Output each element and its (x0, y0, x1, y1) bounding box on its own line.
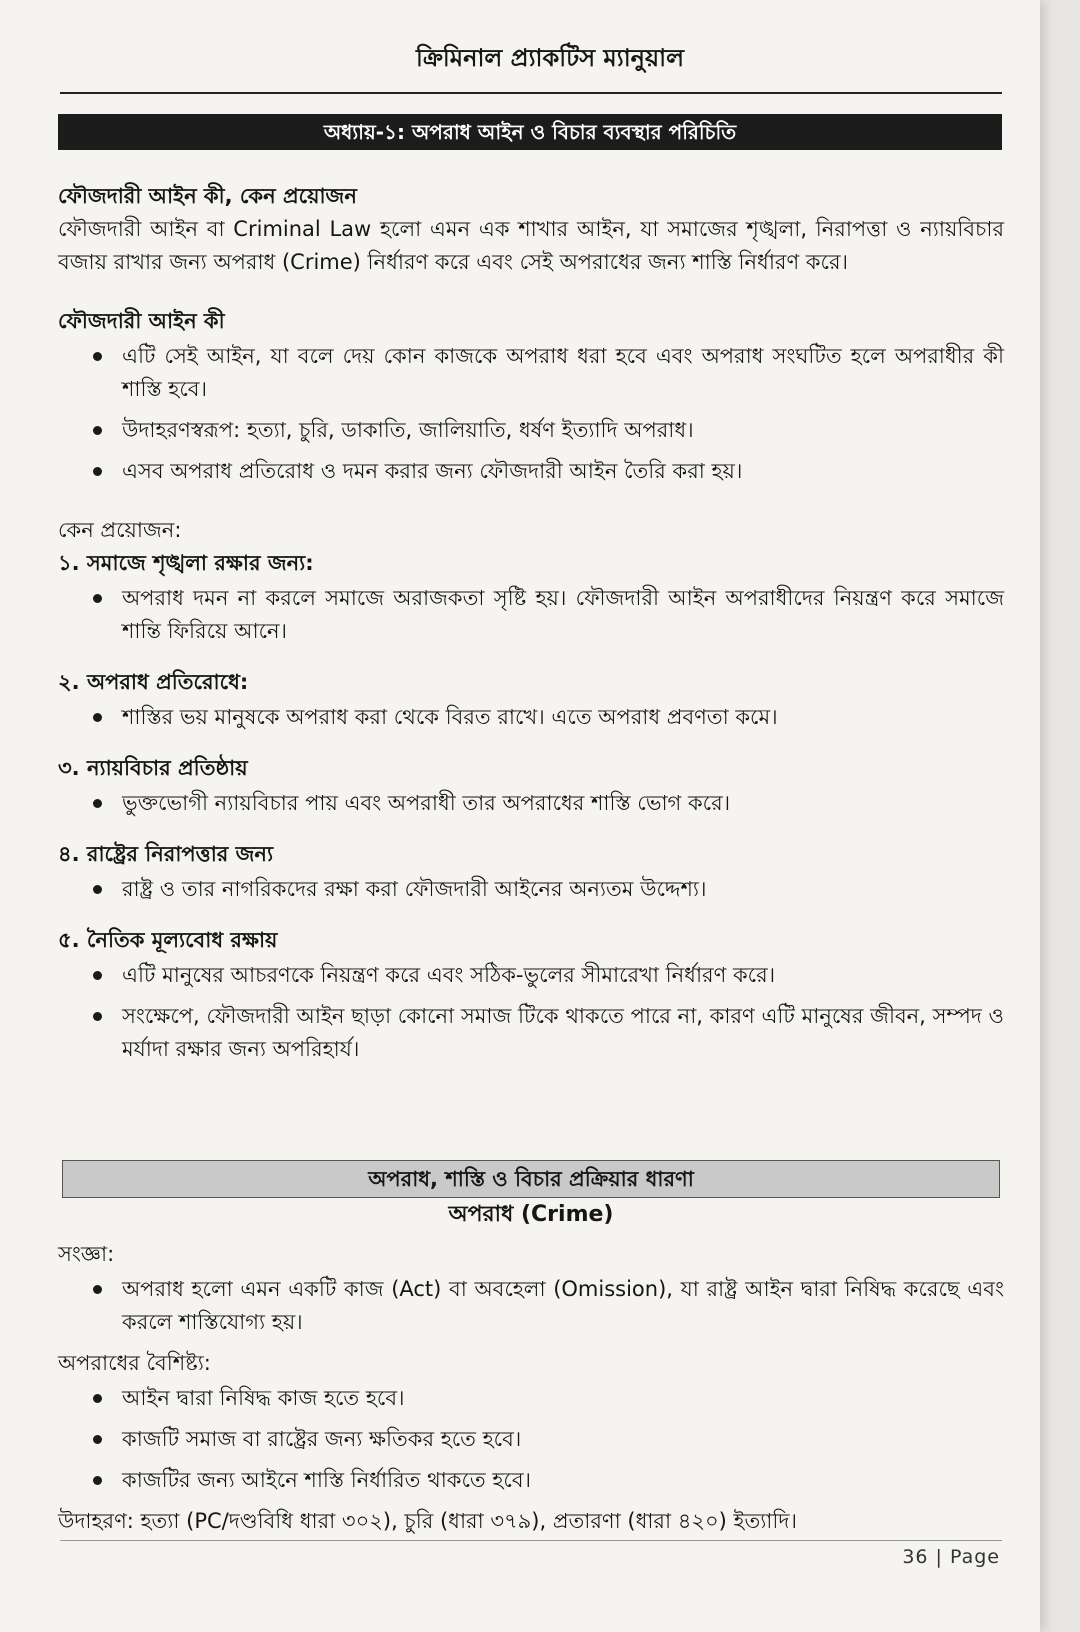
list-item: এসব অপরাধ প্রতিরোধ ও দমন করার জন্য ফৌজদারী আইন তৈরি করা হয়। (122, 455, 1004, 488)
intro-heading: ফৌজদারী আইন কী, কেন প্রয়োজন (58, 184, 357, 208)
why-heading: কেন প্রয়োজন: (58, 518, 182, 542)
why-item-heading: ১. সমাজে শৃঙ্খলা রক্ষার জন্য: (58, 551, 314, 575)
why-item-bullets (58, 959, 1004, 1066)
list-item: শাস্তির ভয় মানুষকে অপরাধ করা থেকে বিরত রাখে। এতে অপরাধ প্রবণতা কমে। (122, 701, 1004, 734)
list-item: সংক্ষেপে, ফৌজদারী আইন ছাড়া কোনো সমাজ টিকে থাকতে পারে না, কারণ এটি মানুষের জীবন, সম্পদ ও মর্যাদা রক্ষার জন্য অপরিহার্য। (122, 1000, 1004, 1066)
why-item-heading: ৩. ন্যায়বিচার প্রতিষ্ঠায় (58, 756, 248, 780)
list-item: অপরাধ হলো এমন একটি কাজ (Act) বা অবহেলা (Omission), যা রাষ্ট্র আইন দ্বারা নিষিদ্ধ করেছে এবং করলে শাস্তিযোগ্য হয়। (122, 1273, 1004, 1339)
why-item-bullets (58, 787, 1004, 820)
definition-bullets (58, 1273, 1004, 1339)
book-title: ক্রিমিনাল প্র্যাকটিস ম্যানুয়াল (416, 44, 684, 72)
example-line: উদাহরণ: হত্যা (PC/দণ্ডবিধি ধারা ৩০২), চুরি (ধারা ৩৭৯), প্রতারণা (ধারা ৪২০) ইত্যাদি। (58, 1509, 797, 1533)
features-heading: অপরাধের বৈশিষ্ট্য: (58, 1351, 211, 1375)
crime-content (58, 1238, 1004, 1538)
why-item-bullets (58, 582, 1004, 648)
list-item: উদাহরণস্বরূপ: হত্যা, চুরি, ডাকাতি, জালিয়াতি, ধর্ষণ ইত্যাদি অপরাধ। (122, 414, 1004, 447)
chapter-title-bar: অধ্যায়-১: অপরাধ আইন ও বিচার ব্যবস্থার পরিচিতি (58, 114, 1002, 150)
what-heading: ফৌজদারী আইন কী (58, 309, 225, 333)
why-item-heading: ৪. রাষ্ট্রের নিরাপত্তার জন্য (58, 842, 274, 866)
features-bullets (58, 1382, 1004, 1497)
list-item: এটি মানুষের আচরণকে নিয়ন্ত্রণ করে এবং সঠিক-ভুলের সীমারেখা নির্ধারণ করে। (122, 959, 1004, 992)
list-item: কাজটির জন্য আইনে শাস্তি নির্ধারিত থাকতে হবে। (122, 1464, 1004, 1497)
list-item: কাজটি সমাজ বা রাষ্ট্রের জন্য ক্ষতিকর হতে হবে। (122, 1423, 1004, 1456)
why-item-bullets (58, 873, 1004, 906)
section-title-bar: অপরাধ, শাস্তি ও বিচার প্রক্রিয়ার ধারণা (62, 1160, 1000, 1198)
why-item-bullets (58, 701, 1004, 734)
footer-divider (60, 1540, 1002, 1541)
list-item: অপরাধ দমন না করলে সমাজে অরাজকতা সৃষ্টি হয়। ফৌজদারী আইন অপরাধীদের নিয়ন্ত্রণ করে সমাজে শান্তি ফিরিয়ে আনে। (122, 582, 1004, 648)
header-divider (60, 92, 1002, 94)
list-item: রাষ্ট্র ও তার নাগরিকদের রক্ষা করা ফৌজদারী আইনের অন্যতম উদ্দেশ্য। (122, 873, 1004, 906)
intro-paragraph: ফৌজদারী আইন বা Criminal Law হলো এমন এক শাখার আইন, যা সমাজের শৃঙ্খলা, নিরাপত্তা ও ন্যায়বিচার বজায় রাখার জন্য অপরাধ (Crime) নির্ধারণ করে এবং সেই অপরাধের জন্য শাস্তি নির্ধারণ করে। (58, 217, 1004, 274)
section-subtitle: অপরাধ (Crime) (448, 1202, 614, 1227)
why-item-heading: ৫. নৈতিক মূল্যবোধ রক্ষায় (58, 928, 278, 952)
list-item: এটি সেই আইন, যা বলে দেয় কোন কাজকে অপরাধ ধরা হবে এবং অপরাধ সংঘটিত হলে অপরাধীর কী শাস্তি হবে। (122, 340, 1004, 406)
list-item: আইন দ্বারা নিষিদ্ধ কাজ হতে হবে। (122, 1382, 1004, 1415)
page-number: 36 | Page (902, 1546, 1000, 1568)
why-item-heading: ২. অপরাধ প্রতিরোধে: (58, 670, 249, 694)
what-bullet-list (58, 340, 1004, 488)
definition-heading: সংজ্ঞা: (58, 1242, 115, 1266)
main-content (58, 180, 1004, 1074)
list-item: ভুক্তভোগী ন্যায়বিচার পায় এবং অপরাধী তার অপরাধের শাস্তি ভোগ করে। (122, 787, 1004, 820)
